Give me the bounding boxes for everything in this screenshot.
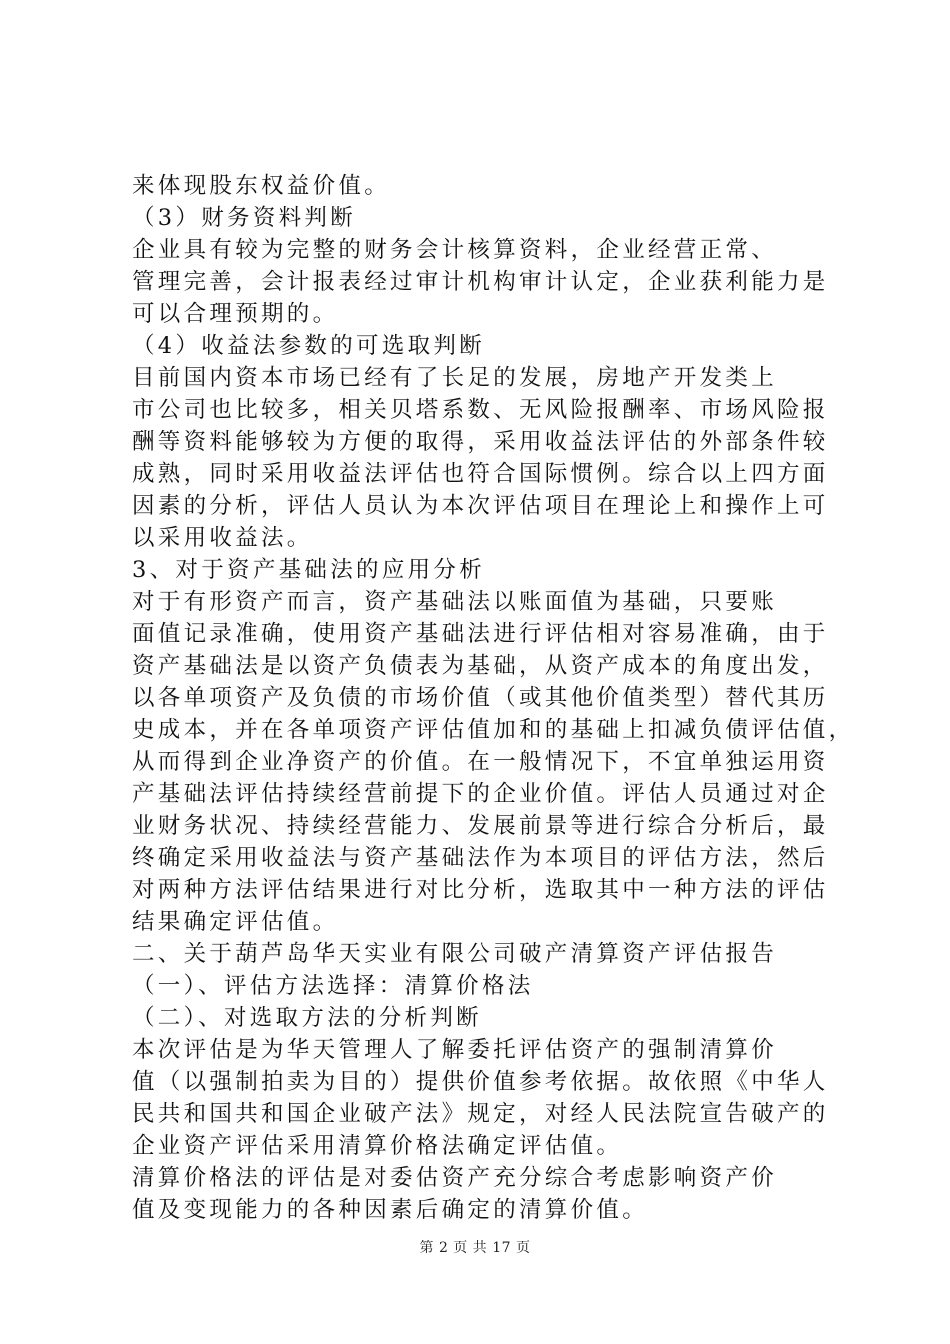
section-heading: （4）收益法参数的可选取判断 — [132, 333, 486, 359]
text-line: 本次评估是为华天管理人了解委托评估资产的强制清算价 — [132, 1037, 778, 1063]
text-line: 酬等资料能够较为方便的取得，采用收益法评估的外部条件较 — [132, 429, 829, 455]
section-heading: （一）、评估方法选择：清算价格法 — [132, 973, 534, 999]
text-line: 从而得到企业净资产的价值。在一般情况下，不宜单独运用资 — [132, 749, 829, 775]
text-line: 来体现股东权益价值。 — [132, 173, 391, 199]
page-number-label: 第 2 页 共 17 页 — [419, 1240, 531, 1256]
text-line: 因素的分析，评估人员认为本次评估项目在理论上和操作上可 — [132, 493, 829, 519]
text-line: 对两种方法评估结果进行对比分析，选取其中一种方法的评估 — [132, 877, 829, 903]
text-line: 资产基础法是以资产负债表为基础，从资产成本的角度出发， — [132, 653, 829, 679]
text-line: 企业资产评估采用清算价格法确定评估值。 — [132, 1133, 623, 1159]
text-line: 可以合理预期的。 — [132, 301, 339, 327]
text-line: 目前国内资本市场已经有了长足的发展，房地产开发类上 — [132, 365, 778, 391]
text-line: 市公司也比较多，相关贝塔系数、无风险报酬率、市场风险报 — [132, 397, 829, 423]
section-heading: 二、关于葫芦岛华天实业有限公司破产清算资产评估报告 — [132, 941, 778, 967]
text-line: 值（以强制拍卖为目的）提供价值参考依据。故依照《中华人 — [132, 1069, 829, 1095]
page-footer — [0, 1238, 950, 1258]
text-line: 终确定采用收益法与资产基础法作为本项目的评估方法，然后 — [132, 845, 829, 871]
document-body — [132, 170, 855, 1226]
section-heading: 3、对于资产基础法的应用分析 — [132, 557, 486, 583]
text-line: 成熟，同时采用收益法评估也符合国际惯例。综合以上四方面 — [132, 461, 829, 487]
text-line: 值及变现能力的各种因素后确定的清算价值。 — [132, 1197, 649, 1223]
text-line: 民共和国共和国企业破产法》规定，对经人民法院宣告破产的 — [132, 1101, 829, 1127]
text-line: 以各单项资产及负债的市场价值（或其他价值类型）替代其历 — [132, 685, 829, 711]
text-line: 对于有形资产而言，资产基础法以账面值为基础，只要账 — [132, 589, 778, 615]
text-line: 以采用收益法。 — [132, 525, 313, 551]
text-line: 管理完善，会计报表经过审计机构审计认定，企业获利能力是 — [132, 269, 829, 295]
text-line: 结果确定评估值。 — [132, 909, 339, 935]
text-line: 产基础法评估持续经营前提下的企业价值。评估人员通过对企 — [132, 781, 829, 807]
section-heading: （二）、对选取方法的分析判断 — [132, 1005, 482, 1031]
text-line: 业财务状况、持续经营能力、发展前景等进行综合分析后，最 — [132, 813, 829, 839]
text-line: 面值记录准确，使用资产基础法进行评估相对容易准确，由于 — [132, 621, 829, 647]
text-line: 企业具有较为完整的财务会计核算资料，企业经营正常、 — [132, 237, 778, 263]
section-heading: （3）财务资料判断 — [132, 205, 357, 231]
text-line: 史成本，并在各单项资产评估值加和的基础上扣减负债评估值， — [132, 717, 855, 743]
text-line: 清算价格法的评估是对委估资产充分综合考虑影响资产价 — [132, 1165, 778, 1191]
